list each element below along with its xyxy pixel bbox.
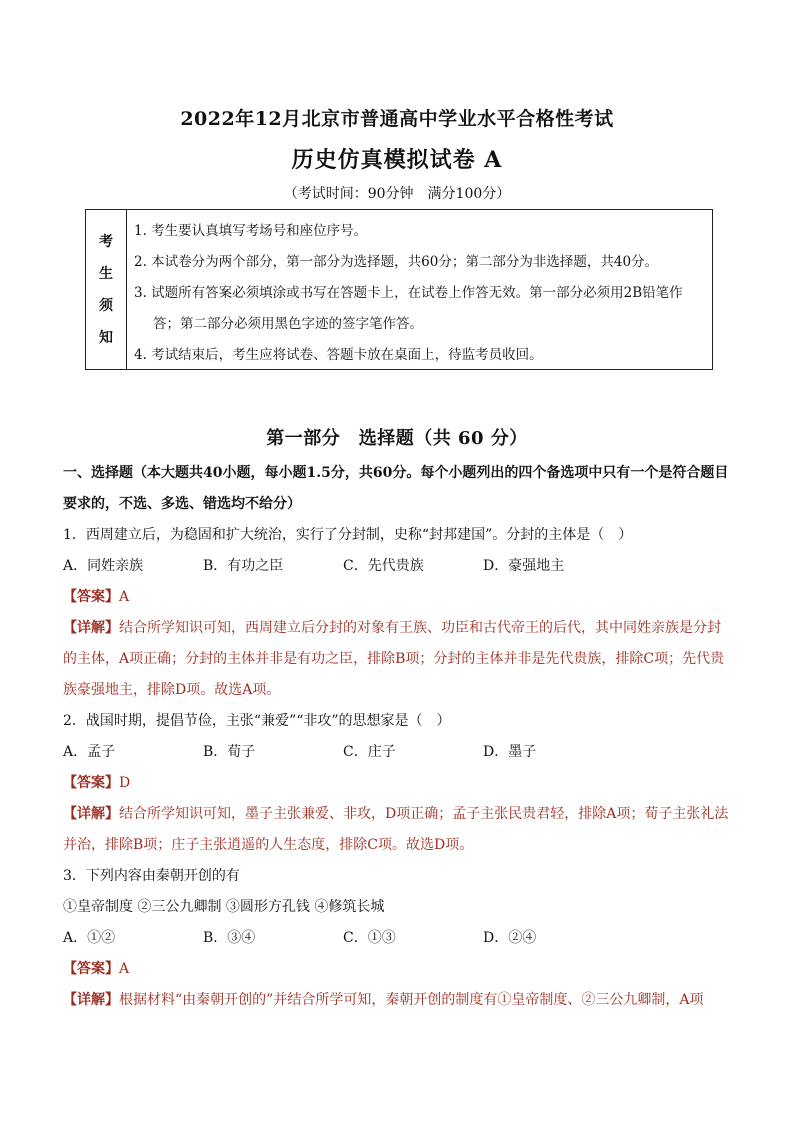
option-d: D．豪强地主 (483, 558, 565, 574)
notice-label-char: 生 (99, 265, 113, 282)
detail-line (63, 799, 731, 861)
answer-line (63, 768, 731, 799)
answer-value: A (119, 961, 130, 977)
paper-title: 历史仿真模拟试卷 A (291, 147, 503, 173)
detail-text: 结合所学知识可知，墨子主张兼爱、非攻，D项正确；孟子主张民贵君轻，排除A项；荀子主张礼法并治，排除B项；庄子主张逍遥的人生态度，排除C项。故选D项。 (63, 806, 729, 853)
detail-text-part: 皇帝制度、 (511, 992, 582, 1008)
option-b: B．荀子 (203, 744, 256, 760)
questions-content (63, 458, 731, 1016)
answer-label: 【答案】 (63, 589, 119, 605)
question-items: ①皇帝制度 ②三公九卿制 ③圆形方孔钱 ④修筑长城 (63, 899, 385, 915)
detail-text: 结合所学知识可知，西周建立后分封的对象有王族、功臣和古代帝王的后代，其中同姓亲族是分封的主体，A项正确；分封的主体并非是有功之臣，排除B项；分封的主体并非是先代贵族，排除C项；先代贵族豪强地主，排除D项。故选A项。 (63, 620, 725, 698)
exam-time-info: （考试时间：90分钟 满分100分） (283, 186, 511, 202)
question-stem: 3．下列内容由秦朝开创的有 (63, 868, 240, 884)
notice-item: 3. 试题所有答案必须填涂或书写在答题卡上，在试卷上作答无效。第一部分必须用2B铅笔作 (134, 285, 683, 301)
exam-title: 2022年12月北京市普通高中学业水平合格性考试 (180, 108, 614, 130)
candidate-notice-box (85, 209, 713, 370)
notice-label-char: 须 (99, 297, 113, 314)
notice-label-char: 知 (99, 329, 113, 346)
answer-label: 【答案】 (63, 775, 119, 791)
question-stem: 1．西周建立后，为稳固和扩大统治，实行了分封制，史称“封邦建国”。分封的主体是（ ） (63, 527, 633, 543)
circled-number-2: ② (581, 992, 596, 1008)
answer-value: A (119, 589, 130, 605)
detail-line (63, 613, 731, 706)
question-options (63, 551, 731, 582)
answer-line (63, 582, 731, 613)
section-instruction: 一、选择题（本大题共40小题，每小题1.5分，共60分。每个小题列出的四个备选项中只有一个是符合题目要求的，不选、多选、错选均不给分） (63, 465, 729, 512)
detail-text (119, 992, 703, 1008)
section-title: 第一部分 选择题（共 60 分） (266, 428, 528, 449)
question-options (63, 737, 731, 768)
answer-value: D (119, 775, 131, 791)
notice-item: 4. 考试结束后，考生应将试卷、答题卡放在桌面上，待监考员收回。 (134, 347, 543, 363)
detail-line (63, 985, 731, 1016)
notice-item: 1. 考生要认真填写考场号和座位序号。 (134, 223, 368, 239)
detail-label: 【详解】 (63, 992, 119, 1008)
notice-label-char: 考 (99, 233, 113, 250)
option-b: B．③④ (203, 930, 256, 946)
option-d: D．②④ (483, 930, 537, 946)
option-a: A．孟子 (63, 744, 116, 760)
option-c: C．先代贵族 (343, 558, 424, 574)
option-a: A．同姓亲族 (63, 558, 144, 574)
option-c: C．①③ (343, 930, 396, 946)
detail-label: 【详解】 (63, 620, 119, 636)
answer-line (63, 954, 731, 985)
option-b: B．有功之臣 (203, 558, 284, 574)
detail-text-part: 三公九卿制，A项 (595, 992, 704, 1008)
notice-label (86, 210, 127, 369)
circled-number-1: ① (497, 992, 512, 1008)
option-d: D．墨子 (483, 744, 537, 760)
answer-label: 【答案】 (63, 961, 119, 977)
option-c: C．庄子 (343, 744, 396, 760)
question-stem: 2．战国时期，提倡节俭，主张“兼爱”“非攻”的思想家是（ ） (63, 713, 451, 729)
question-options (63, 923, 731, 954)
notice-item: 答；第二部分必须用黑色字迹的签字笔作答。 (153, 316, 423, 332)
detail-label: 【详解】 (63, 806, 119, 822)
notice-items (134, 216, 706, 371)
notice-item: 2. 本试卷分为两个部分，第一部分为选择题，共60分；第二部分为非选择题，共40分。 (134, 254, 659, 270)
option-a: A．①② (63, 930, 116, 946)
detail-text-part: 根据材料“由秦朝开创的”并结合所学可知，秦朝开创的制度有 (119, 992, 498, 1008)
